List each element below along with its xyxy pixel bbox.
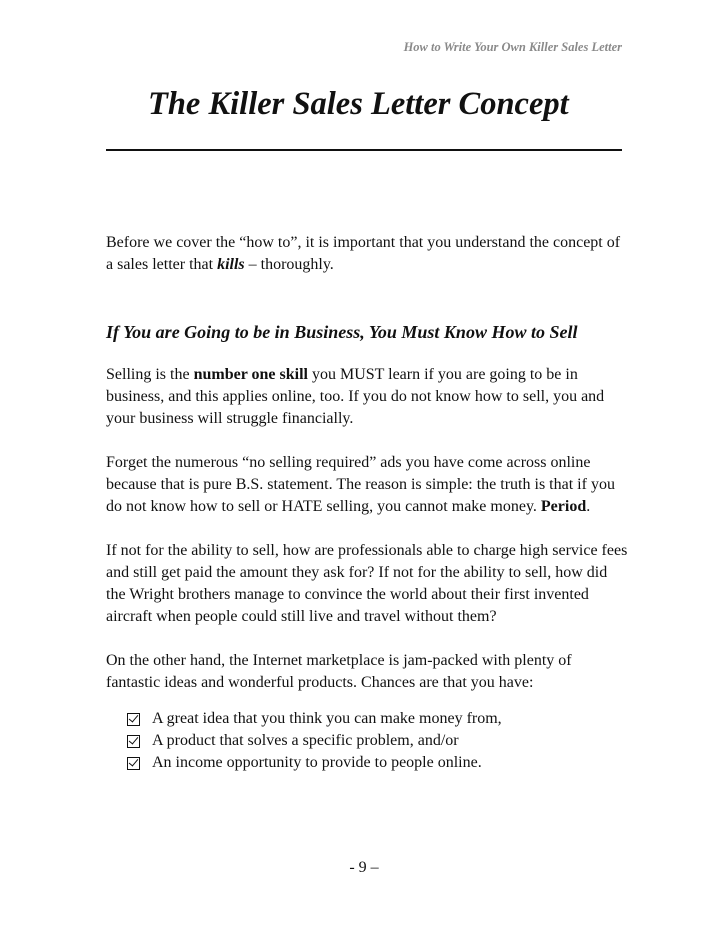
checkbox-checked-icon <box>127 735 140 748</box>
body-paragraph-1 <box>106 364 628 430</box>
intro-emphasis: kills <box>217 256 245 273</box>
intro-paragraph <box>106 232 628 276</box>
checklist-item <box>127 752 628 774</box>
checklist-item-text: A great idea that you think you can make money from, <box>152 710 502 727</box>
checklist-item <box>127 708 628 730</box>
para2-start: Forget the numerous “no selling required” ads you have come across online because that is pure B.S. statement. The reason is simple: the truth is that if you do not know how to sell or HATE selling, you cannot make money. <box>106 454 615 515</box>
checklist-item-text: An income opportunity to provide to people online. <box>152 754 482 771</box>
running-header: How to Write Your Own Killer Sales Letter <box>403 40 622 54</box>
para2-bold: Period <box>540 498 587 515</box>
checklist-item <box>127 730 628 752</box>
para2-end: . <box>586 498 591 515</box>
intro-text-end: – thoroughly. <box>244 256 334 273</box>
checklist-item-text: A product that solves a specific problem, and/or <box>152 732 459 749</box>
intro-text-start: Before we cover the “how to”, it is important that you understand the concept of a sales letter that <box>106 234 621 273</box>
checkbox-checked-icon <box>127 757 140 770</box>
checklist <box>106 708 628 774</box>
body-paragraph-3: If not for the ability to sell, how are professionals able to charge high service fees and still get paid the amount they ask for? If not for the ability to sell, how did the Wright brothers manage to convince the world about their first invented aircraft when people could still live and travel without them? <box>106 542 628 625</box>
para1-end: you MUST learn if you are going to be in business, and this applies online, too. If you do not know how to sell, you and your business will struggle financially. <box>106 366 605 427</box>
section-heading: If You are Going to be in Business, You Must Know How to Sell <box>106 322 578 342</box>
body-paragraph-4: On the other hand, the Internet marketplace is jam-packed with plenty of fantastic ideas and wonderful products. Chances are that you have: <box>106 652 572 691</box>
para1-bold: number one skill <box>193 366 308 383</box>
checkbox-checked-icon <box>127 713 140 726</box>
page-number: - 9 – <box>349 859 379 876</box>
para1-start: Selling is the <box>106 366 194 383</box>
chapter-title: The Killer Sales Letter Concept <box>148 86 569 122</box>
body-paragraph-2 <box>106 452 628 518</box>
title-divider <box>106 149 622 151</box>
document-body <box>106 232 628 774</box>
